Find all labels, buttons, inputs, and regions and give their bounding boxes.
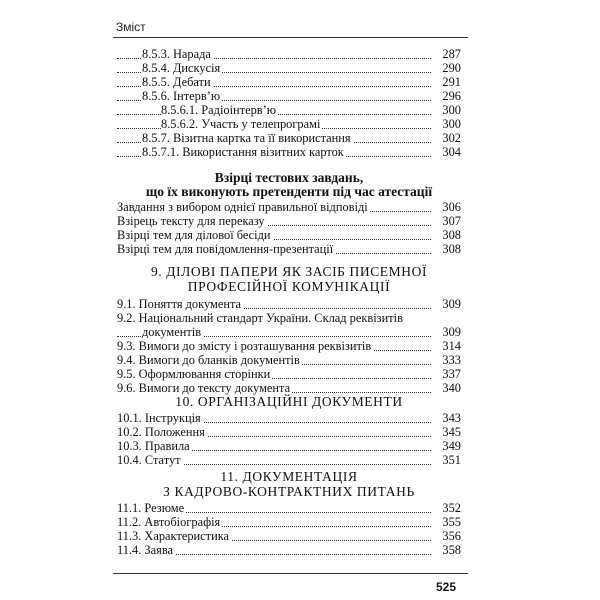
toc-entry	[117, 200, 461, 214]
toc-entry-label: 8.5.3. Нарада	[142, 47, 211, 61]
toc-entry-label: 10.2. Положення	[117, 425, 205, 439]
toc-entry	[117, 131, 461, 145]
toc-entry-page: 352	[442, 501, 461, 515]
toc-entry-page: 333	[442, 353, 461, 367]
toc-entry	[117, 543, 461, 557]
toc-entry-label: 8.5.7. Візитна картка та її використання	[142, 131, 351, 145]
running-title: Зміст	[116, 20, 146, 34]
toc-entry-label: 11.3. Характеристика	[117, 529, 230, 543]
toc-entry	[117, 228, 461, 242]
toc-entry	[117, 214, 461, 228]
page-number: 525	[436, 580, 457, 594]
toc-entry-label: 11.1. Резюме	[117, 501, 185, 515]
toc-entry	[117, 117, 461, 131]
toc-entry-page: 304	[442, 145, 461, 159]
footer-rule	[113, 573, 468, 574]
toc-entry-label: 8.5.4. Дискусія	[142, 61, 221, 75]
toc-entry	[117, 61, 461, 75]
toc-entry-label: 9.3. Вимоги до змісту і розташування реквізитів	[117, 339, 372, 353]
chapter-heading: З КАДРОВО-КОНТРАКТНИХ ПИТАНЬ	[163, 484, 415, 499]
toc-entry-label: Взірці тем для ділової бесіди	[117, 228, 271, 242]
toc-entry-page: 296	[442, 89, 461, 103]
toc-entry-label: 11.2. Автобіографія	[117, 515, 221, 529]
toc-entry	[117, 439, 461, 453]
toc-entry	[117, 367, 461, 381]
toc-entry	[117, 75, 461, 89]
toc-entry-label: 9.6. Вимоги до тексту документа	[117, 381, 291, 395]
toc-entry-label: 11.4. Заява	[117, 543, 174, 557]
toc-entry	[117, 339, 461, 353]
toc-entry-page: 287	[442, 47, 461, 61]
toc-entry	[117, 89, 461, 103]
toc-entry	[117, 353, 461, 367]
chapter-heading: 11. ДОКУМЕНТАЦІЯ	[220, 469, 358, 484]
toc-entry-page: 351	[442, 453, 461, 467]
chapter-heading: ПРОФЕСІЙНОЇ КОМУНІКАЦІЇ	[187, 279, 391, 294]
toc-entry-page: 337	[442, 367, 461, 381]
toc-entry-page: 302	[442, 131, 461, 145]
toc-entry-page: 290	[442, 61, 461, 75]
toc-entry-label: 9.1. Поняття документа	[117, 297, 242, 311]
toc-entry-label: 10.1. Інструкція	[117, 411, 201, 425]
toc-entry-label: 8.5.6.1. Радіоінтерв’ю	[161, 103, 277, 117]
toc-entry-page: 309	[442, 325, 461, 339]
toc-entry	[117, 311, 461, 325]
toc-entry	[117, 529, 461, 543]
toc-entry-label: 8.5.6. Інтерв’ю	[142, 89, 221, 103]
toc-entry-page: 340	[442, 381, 461, 395]
toc-entry-page: 349	[442, 439, 461, 453]
toc-entry-page: 300	[442, 103, 461, 117]
toc-entry	[117, 381, 461, 395]
toc-entry-label: Взірець тексту для переказу	[117, 214, 265, 228]
toc-entry-page: 306	[442, 200, 461, 214]
toc-entry-page: 358	[442, 543, 461, 557]
table-of-contents	[117, 0, 461, 573]
toc-entry	[117, 47, 461, 61]
toc-entry-label: 9.5. Оформлювання сторінки	[117, 367, 271, 381]
toc-entry	[117, 325, 461, 339]
chapter-heading: 10. ОРГАНІЗАЦІЙНІ ДОКУМЕНТИ	[175, 394, 403, 409]
toc-entry-page: 291	[442, 75, 461, 89]
toc-entry	[117, 297, 461, 311]
section-heading: Взірці тестових завдань,	[214, 170, 364, 185]
toc-entry-page: 314	[442, 339, 461, 353]
toc-entry-label: 9.4. Вимоги до бланків документів	[117, 353, 300, 367]
toc-entry-label: 9.2. Національний стандарт України. Склад реквізитів	[117, 311, 403, 325]
toc-entry-page: 308	[442, 242, 461, 256]
toc-entry-label: 8.5.7.1. Використання візитних карток	[142, 145, 344, 159]
toc-entry-label: 10.3. Правила	[117, 439, 190, 453]
toc-entry	[117, 425, 461, 439]
toc-entry-page: 308	[442, 228, 461, 242]
toc-entry-page: 300	[442, 117, 461, 131]
toc-entry	[117, 453, 461, 467]
toc-entry-label: 8.5.5. Дебати	[142, 75, 211, 89]
toc-entry-label: документів	[142, 325, 202, 339]
toc-entry	[117, 411, 461, 425]
toc-entry-page: 356	[442, 529, 461, 543]
toc-entry-label: 10.4. Статут	[117, 453, 181, 467]
toc-entry-page: 345	[442, 425, 461, 439]
toc-entry	[117, 103, 461, 117]
toc-entry-page: 307	[442, 214, 461, 228]
toc-entry	[117, 501, 461, 515]
toc-entry-label: Завдання з вибором однієї правильної відповіді	[117, 200, 368, 214]
section-heading: що їх виконують претенденти під час атестації	[145, 184, 433, 199]
toc-entry-page: 343	[442, 411, 461, 425]
toc-entry-page: 309	[442, 297, 461, 311]
toc-entry	[117, 515, 461, 529]
toc-entry-label: 8.5.6.2. Участь у телепрограмі	[161, 117, 321, 131]
toc-entry-label: Взірці тем для повідомлення-презентації	[117, 242, 334, 256]
toc-entry	[117, 242, 461, 256]
toc-entry-page: 355	[442, 515, 461, 529]
toc-entry	[117, 145, 461, 159]
chapter-heading: 9. ДІЛОВІ ПАПЕРИ ЯК ЗАСІБ ПИСЕМНОЇ	[150, 264, 428, 279]
